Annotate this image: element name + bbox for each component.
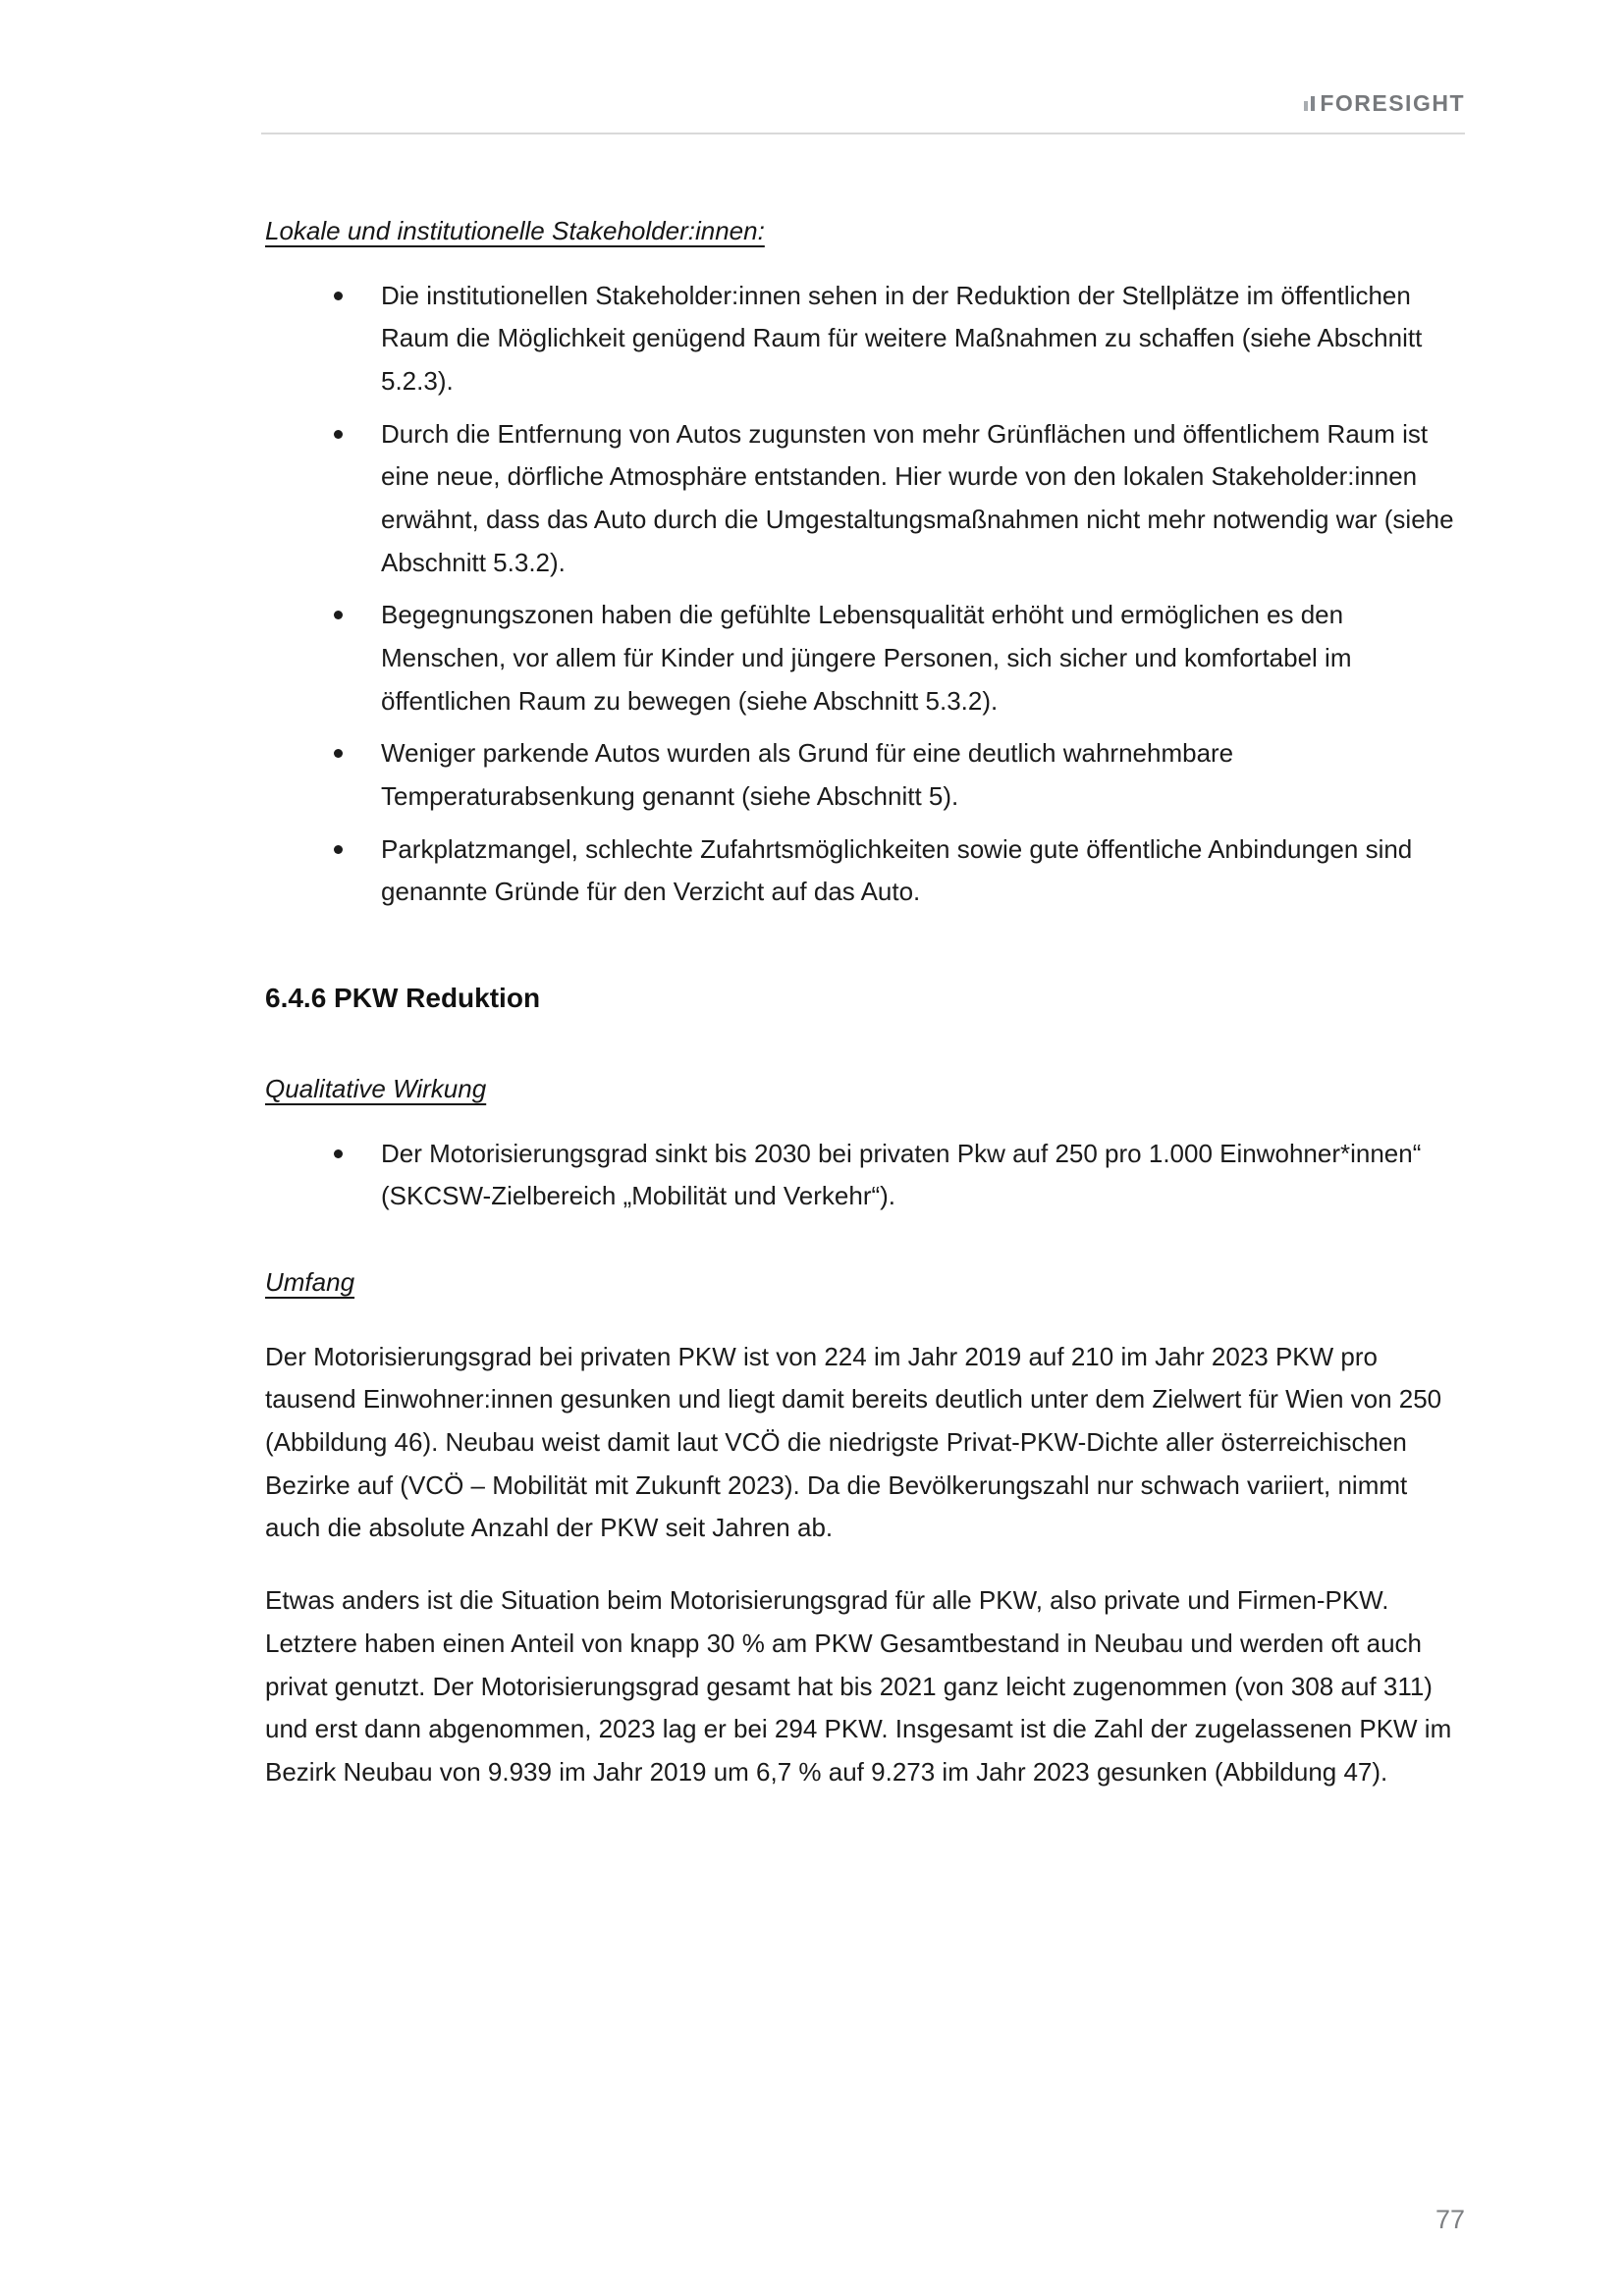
foresight-brand: [261, 90, 1465, 117]
page-footer: [1435, 2205, 1465, 2235]
umfang-paragraphs: [265, 1336, 1457, 1794]
bullet-item: Durch die Entfernung von Autos zugunsten von mehr Grünflächen und öffentlichem Raum ist eine neue, dörfliche Atmosphäre entstanden. Hier wurde von den lokalen Stakeholder:innen erwähnt, dass das Auto durch die Umgestaltungsmaßnahmen nicht mehr notwendig war (siehe Abschnitt 5.3.2).: [326, 413, 1457, 585]
section-title-stakeholders: Lokale und institutionelle Stakeholder:innen:: [265, 216, 765, 245]
paragraph: Etwas anders ist die Situation beim Motorisierungsgrad für alle PKW, also private und Firmen-PKW. Letztere haben einen Anteil von knapp 30 % am PKW Gesamtbestand in Neubau und werden oft auch privat genutzt. Der Motorisierungsgrad gesamt hat bis 2021 ganz leicht zugenommen (von 308 auf 311) und erst dann abgenommen, 2023 lag er bei 294 PKW. Insgesamt ist die Zahl der zugelassenen PKW im Bezirk Neubau von 9.939 im Jahr 2019 um 6,7 % auf 9.273 im Jahr 2023 gesunken (Abbildung 47).: [265, 1585, 1452, 1787]
brand-name: FORESIGHT: [1320, 90, 1465, 116]
bullet-item: Parkplatzmangel, schlechte Zufahrtsmöglichkeiten sowie gute öffentliche Anbindungen sind genannte Gründe für den Verzicht auf das Auto.: [326, 828, 1457, 914]
stakeholder-bullet-list: [265, 275, 1457, 914]
foresight-logo-icon: [1304, 96, 1315, 111]
page-number: 77: [1435, 2205, 1465, 2234]
subheading-qualitative-wirkung: Qualitative Wirkung: [265, 1074, 487, 1104]
page-content: [265, 210, 1457, 1824]
bullet-item: Weniger parkende Autos wurden als Grund für eine deutlich wahrnehmbare Temperaturabsenkung genannt (siehe Abschnitt 5).: [326, 732, 1457, 818]
bullet-item: Begegnungszonen haben die gefühlte Lebensqualität erhöht und ermöglichen es den Menschen, vor allem für Kinder und jüngere Personen, sich sicher und komfortabel im öffentlichen Raum zu bewegen (siehe Abschnitt 5.3.2).: [326, 594, 1457, 722]
page-header: [261, 90, 1465, 134]
section-heading-pkw-reduktion: 6.4.6 PKW Reduktion: [265, 983, 541, 1014]
paragraph: Der Motorisierungsgrad bei privaten PKW ist von 224 im Jahr 2019 auf 210 im Jahr 2023 PKW pro tausend Einwohner:innen gesunken und liegt damit bereits deutlich unter dem Zielwert für Wien von 250 (Abbildung 46). Neubau weist damit laut VCÖ die niedrigste Privat-PKW-Dichte aller österreichischen Bezirke auf (VCÖ – Mobilität mit Zukunft 2023). Da die Bevölkerungszahl nur schwach variiert, nimmt auch die absolute Anzahl der PKW seit Jahren ab.: [265, 1341, 1442, 1543]
bullet-item: Die institutionellen Stakeholder:innen sehen in der Reduktion der Stellplätze im öffentlichen Raum die Möglichkeit genügend Raum für weitere Maßnahmen zu schaffen (siehe Abschnitt 5.2.3).: [326, 275, 1457, 403]
subheading-umfang: Umfang: [265, 1267, 355, 1298]
bullet-item: Der Motorisierungsgrad sinkt bis 2030 bei privaten Pkw auf 250 pro 1.000 Einwohner*innen“ (SKCSW-Zielbereich „Mobilität und Verkehr“).: [326, 1133, 1457, 1218]
qualitative-bullet-list: [265, 1133, 1457, 1218]
header-divider: [261, 133, 1465, 134]
